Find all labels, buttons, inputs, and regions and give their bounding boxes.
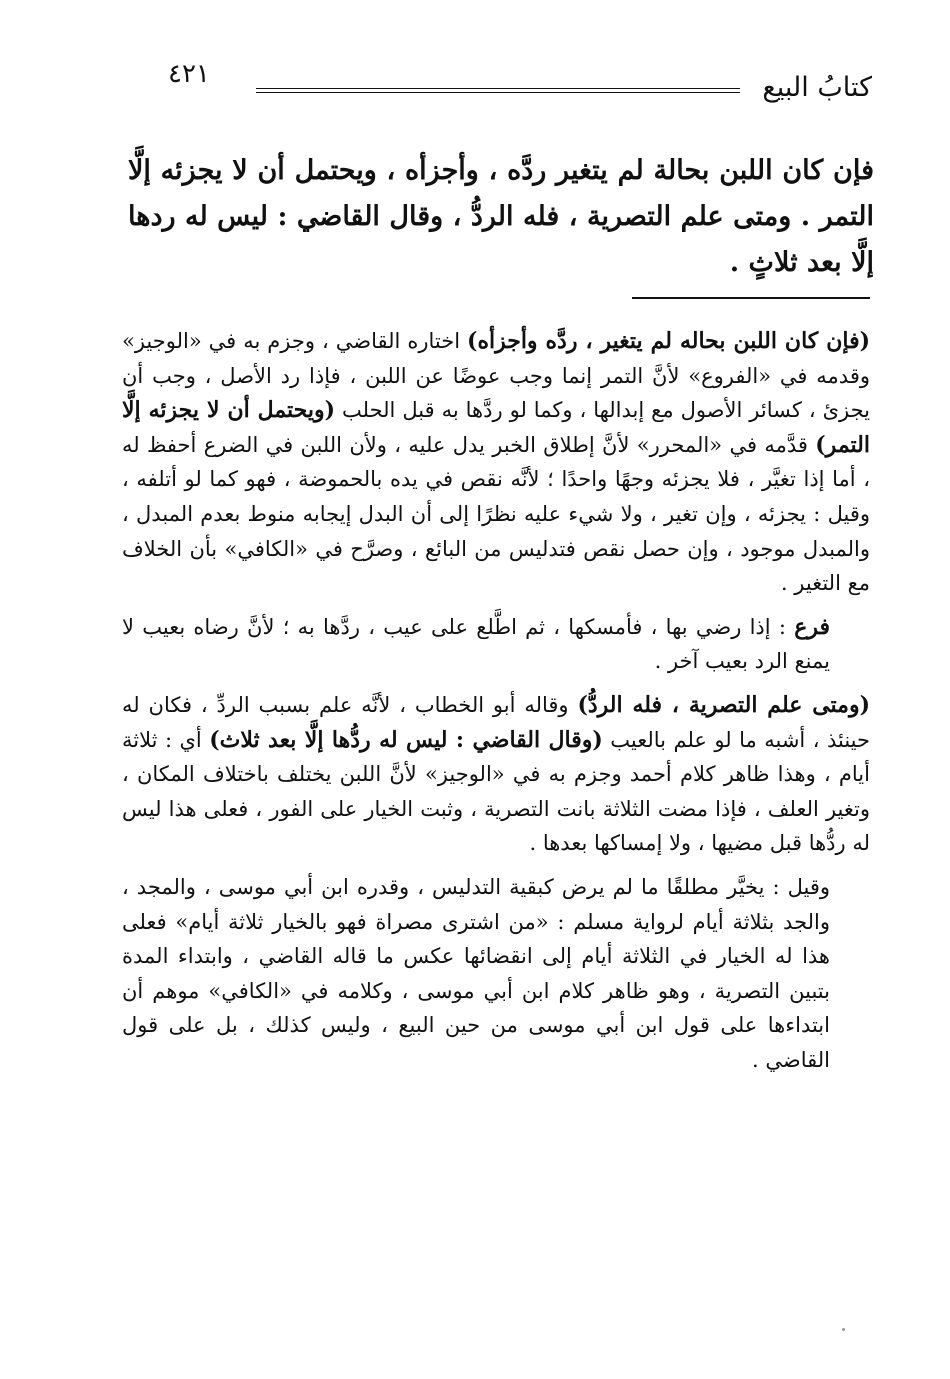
commentary-text: وقيل : يخيَّر مطلقًا ما لم يرض كبقية التدليس ، وقدره ابن أبي موسى ، والمجد ، والجد بثلاثة أيام لرواية مسلم : «من اشترى مصراة فهو بالخيار ثلاثة أيام» فعلى هذا له الخيار في الثلاثة أيام إلى انقضائها عكس ما قاله القاضي ، وابتداء المدة بتبين التصرية ، وهو ظاهر كلام ابن أبي موسى ، وكلامه في «الكافي» موهم أن ابتداءها على قول ابن أبي موسى من حين البيع ، وليس كذلك ، بل على قول القاضي . [122, 874, 830, 1072]
quoted-text: (ومتى علم التصرية ، فله الردُّ) [577, 691, 870, 718]
page-number: ٤٢١ [168, 59, 210, 89]
commentary [122, 324, 870, 1086]
header-rule [256, 88, 740, 89]
quoted-text: (ويحتمل أن لا يجزئه إلَّا التمر) [122, 397, 870, 458]
commentary-text: قدَّمه في «المحرر» لأنَّ إطلاق الخبر يدل عليه ، ولأن اللبن في الضرع أحفظ له ، أما إذا تغيَّر ، فلا يجزئه وجهًا واحدًا ؛ لأنَّه نقص في يده بالحموضة ، فهو كما لو أتلفه ، وقيل : يجزئه ، وإن تغير ، ولا شيء عليه نظرًا إلى أن البدل إيجابه منوط بعدم المبدل ، والمبدل موجود ، وإن حصل نقص فتدليس من البائع ، وصرَّح في «الكافي» بأن الخلاف مع التغير . [122, 432, 870, 596]
section-label: فرع [794, 613, 830, 640]
section-divider [632, 297, 870, 299]
commentary-paragraph-4 [122, 870, 870, 1078]
main-text [128, 148, 874, 286]
running-title: كتابُ البيع [762, 72, 872, 103]
commentary-text: اختاره القاضي ، وجزم به في «الوجيز» وقدمه في «الفروع» لأنَّ التمر إنما وجب عوضًا عن اللبن ، فإذا رد الأصل ، وجب أن يجزئ ، كسائر الأصول مع إبدالها ، وكما لو ردَّها به قبل الحلب [122, 329, 870, 423]
scan-speck [842, 1328, 845, 1331]
main-text-paragraph: فإن كان اللبن بحالة لم يتغير ردَّه ، وأجزأه ، ويحتمل أن لا يجزئه إلَّا التمر . ومتى علم التصرية ، فله الردُّ ، وقال القاضي : ليس له ردها إلَّا بعد ثلاثٍ . [128, 155, 874, 278]
commentary-text: : إذا رضي بها ، فأمسكها ، ثم اطَّلع على عيب ، ردَّها به ؛ لأنَّ رضاه بعيب لا يمنع الرد بعيب آخر . [122, 614, 830, 674]
commentary-paragraph-1 [122, 324, 870, 601]
commentary-text: وقاله أبو الخطاب ، لأنَّه علم بسبب الردِّ ، فكان له حينئذ ، أشبه ما لو علم بالعيب [122, 692, 870, 752]
commentary-text: أي : ثلاثة أيام ، وهذا ظاهر كلام أحمد وجزم به في «الوجيز» لأنَّ اللبن يختلف باختلاف المكان ، وتغير العلف ، فإذا مضت الثلاثة بانت التصرية ، وثبت الخيار على الفور ، فعلى هذا ليس له ردُّها قبل مضيها ، ولا إمساكها بعدها . [122, 727, 870, 856]
commentary-paragraph-3 [122, 688, 870, 861]
quoted-text: (فإن كان اللبن بحاله لم يتغير ، ردَّه وأجزأه) [467, 328, 870, 354]
page-header [168, 58, 872, 106]
commentary-paragraph-2 [122, 610, 870, 679]
quoted-text: (وقال القاضي : ليس له ردُّها إلَّا بعد ثلاث) [209, 726, 603, 753]
